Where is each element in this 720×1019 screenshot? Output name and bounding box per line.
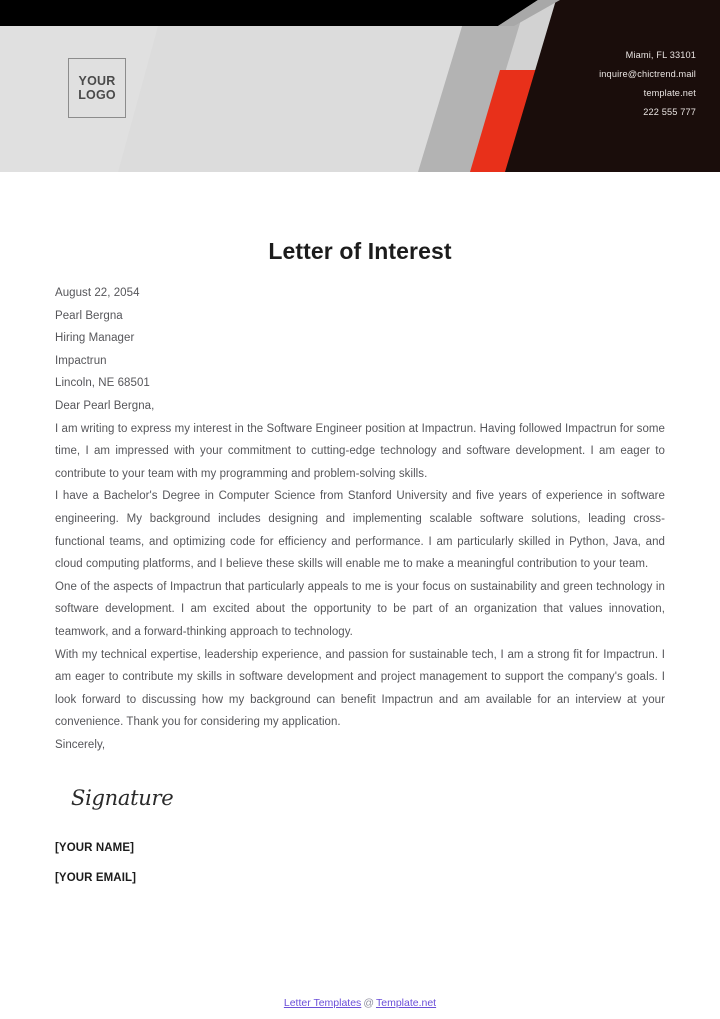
salutation: Dear Pearl Bergna, <box>55 399 155 412</box>
sender-email-placeholder: [YOUR EMAIL] <box>55 872 137 885</box>
logo-placeholder <box>68 58 126 118</box>
page-title: Letter of Interest <box>268 238 452 264</box>
recipient-company: Impactrun <box>55 354 107 367</box>
body-paragraph-2: I have a Bachelor's Degree in Computer Science from Stanford University and five years of experience in software engineering. My background includes designing and implementing scalable software solutions, leading cross-functional teams, and optimizing code for efficiency and performance. I am particularly skilled in Python, Java, and cloud computing platforms, and I believe these skills will enable me to make a meaningful contribution to your team. <box>55 490 665 571</box>
logo-line-1: YOUR <box>78 74 116 88</box>
footer-attribution <box>0 997 720 1009</box>
contact-address: Miami, FL 33101 <box>625 50 696 60</box>
template-net-link[interactable]: Template.net <box>375 997 437 1009</box>
contact-email: inquire@chictrend.mail <box>599 69 696 80</box>
recipient-address: Lincoln, NE 68501 <box>55 377 150 390</box>
signature-mark: Signature <box>71 786 174 811</box>
sender-name-placeholder: [YOUR NAME] <box>55 842 135 855</box>
body-paragraph-1: I am writing to express my interest in the Software Engineer position at Impactrun. Having followed Impactrun for some time, I am impressed with your commitment to cutting-edge technology and software development. I am eager to contribute to your team with my programming and problem-solving skills. <box>55 422 665 480</box>
logo-line-2: LOGO <box>78 88 116 102</box>
footer-separator: @ <box>363 997 374 1009</box>
letter-templates-link[interactable]: Letter Templates <box>283 997 362 1009</box>
body-paragraph-4: With my technical expertise, leadership experience, and passion for sustainable tech, I am a strong fit for Impactrun. I am eager to contribute my skills in software development and project management to support the company's goals. I look forward to discussing how my background can benefit Impactrun and am available for an interview at your convenience. Thank you for considering my application. <box>55 648 665 729</box>
body-paragraph-3: One of the aspects of Impactrun that particularly appeals to me is your focus on sustainability and green technology in software development. I am excited about the opportunity to be part of an organization that values innovation, teamwork, and a forward-thinking approach to technology. <box>55 580 665 638</box>
contact-block <box>599 46 696 123</box>
contact-website: template.net <box>643 88 696 99</box>
recipient-job-title: Hiring Manager <box>55 332 135 345</box>
letter-body <box>55 282 665 884</box>
recipient-name: Pearl Bergna <box>55 309 123 322</box>
letter-date: August 22, 2054 <box>55 287 140 299</box>
closing-line: Sincerely, <box>55 738 106 751</box>
letterhead-header <box>0 0 720 172</box>
contact-phone: 222 555 777 <box>643 107 696 118</box>
